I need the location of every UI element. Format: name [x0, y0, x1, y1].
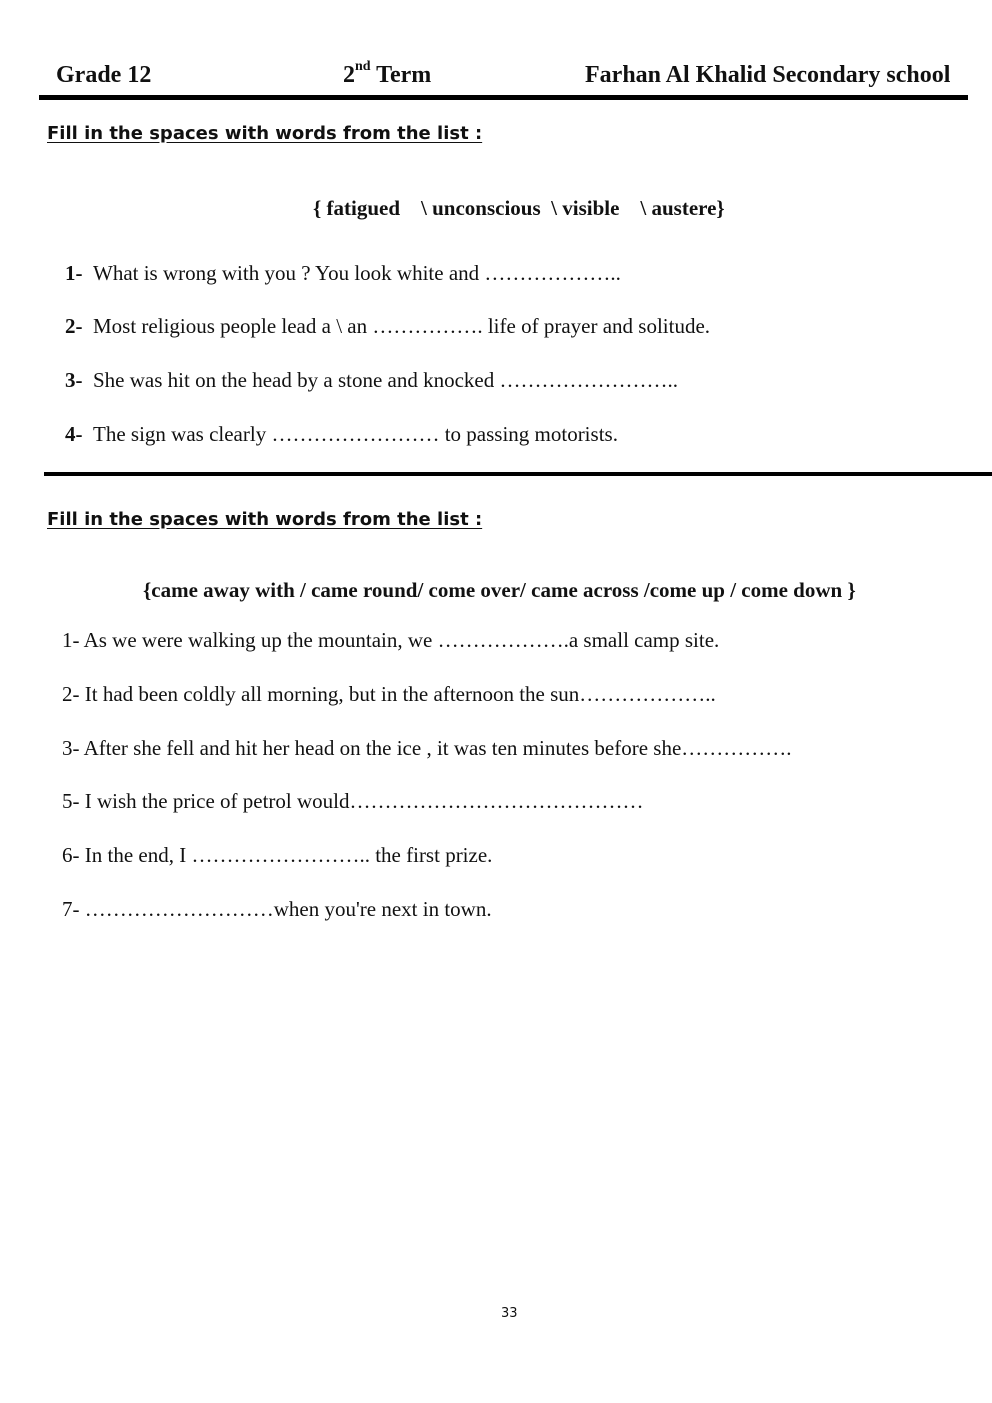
header-school: Farhan Al Khalid Secondary school — [585, 62, 951, 88]
section1-item — [65, 314, 710, 339]
item-number: 2- — [65, 314, 83, 338]
header-term — [343, 59, 432, 89]
item-number: 4- — [65, 422, 83, 446]
item-number: 1- — [65, 261, 83, 285]
item-text: Most religious people lead a \ an ……………. life of prayer and solitude. — [93, 314, 711, 338]
section2-item: 5- I wish the price of petrol would…………………………………… — [62, 789, 644, 813]
page-number: 33 — [501, 1306, 518, 1321]
item-text: What is wrong with you ? You look white and ……………….. — [93, 261, 621, 285]
item-number: 3- — [65, 368, 83, 392]
term-number: 2 — [343, 62, 355, 88]
section2-item: 7- ………………………when you're next in town. — [62, 897, 492, 921]
term-superscript: nd — [355, 59, 371, 74]
item-text: The sign was clearly …………………… to passing motorists. — [93, 422, 618, 446]
section1-item — [65, 261, 621, 286]
header-grade: Grade 12 — [56, 62, 152, 88]
section2-item: 1- As we were walking up the mountain, we ……………….a small camp site. — [62, 628, 720, 652]
header-divider — [39, 95, 968, 100]
section1-item — [65, 368, 678, 393]
section2-title: Fill in the spaces with words from the list : — [47, 509, 483, 530]
section1-word-list: { fatigued \ unconscious \ visible \ austere} — [313, 196, 725, 220]
section2-word-list: {came away with / came round/ come over/ came across /come up / come down } — [143, 578, 856, 602]
section1-title: Fill in the spaces with words from the list : — [47, 123, 483, 144]
term-word: Term — [376, 62, 432, 88]
item-text: She was hit on the head by a stone and knocked …………………….. — [93, 368, 678, 392]
section-divider — [44, 472, 992, 476]
section2-item: 6- In the end, I …………………….. the first prize. — [62, 843, 493, 867]
section2-item: 2- It had been coldly all morning, but in the afternoon the sun……………….. — [62, 682, 716, 706]
section2-item: 3- After she fell and hit her head on the ice , it was ten minutes before she……………. — [62, 736, 792, 760]
section1-item — [65, 422, 618, 447]
